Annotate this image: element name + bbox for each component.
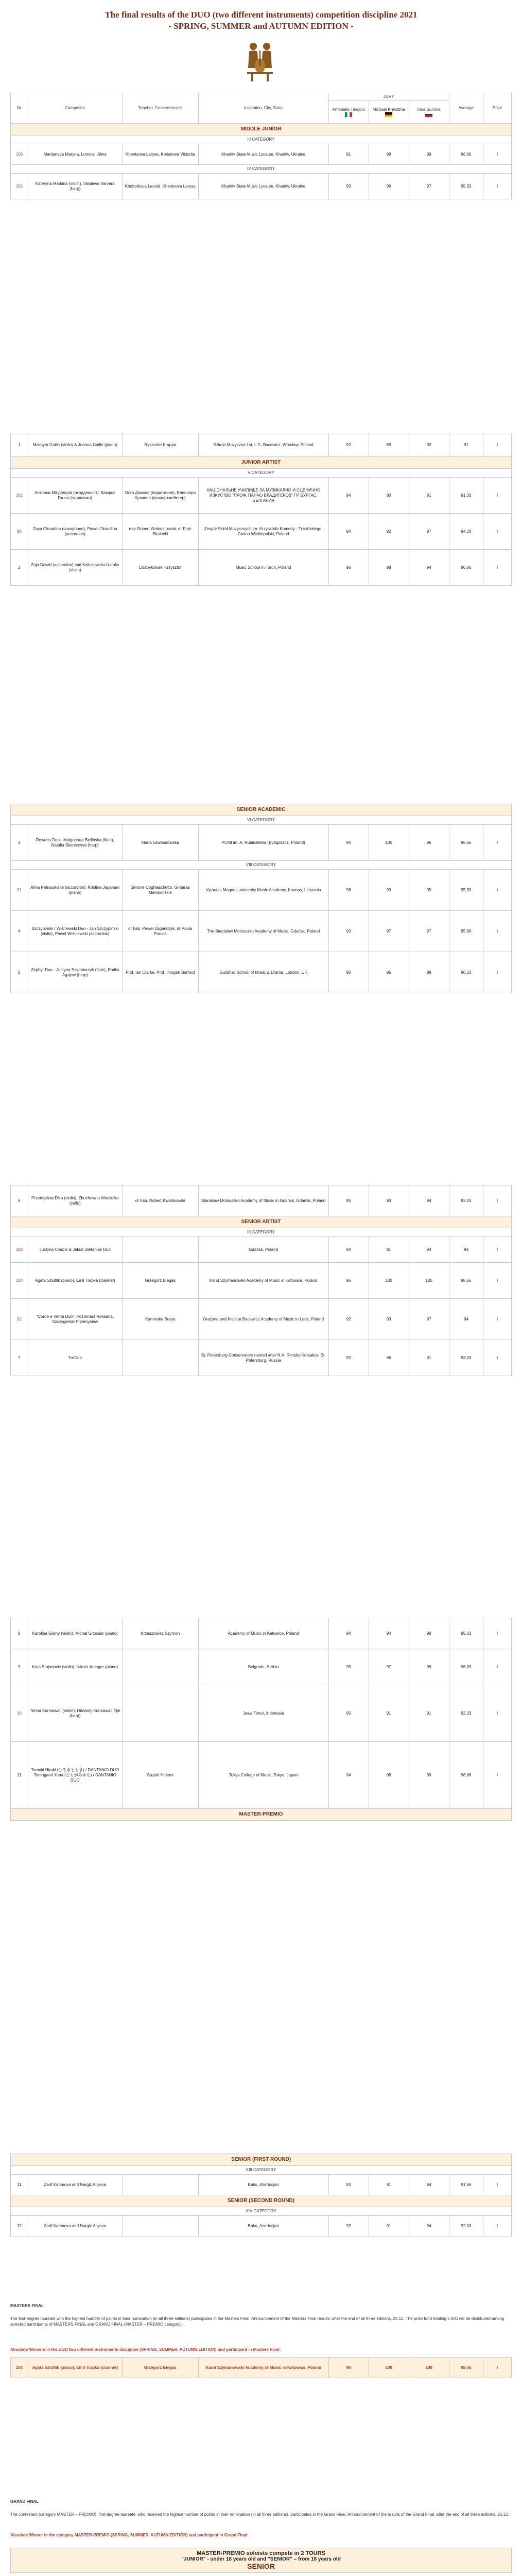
results-table-6 (10, 2154, 512, 2236)
germany-flag-icon (385, 112, 392, 117)
masters-final-table-wrap (10, 2357, 512, 2378)
header-nr: Nr (11, 93, 28, 124)
sub-category: VI CATEGORY (11, 816, 512, 825)
table-row: 2 Zaja Dawid (accordion) and Kaliszewska Natalia (violin) Lidzbykowski Krzysztof Music School in Toruń, Poland 95 98 94 96,06 I (11, 550, 512, 586)
grand-final-winner-line: Absolute Winner in the category MASTER-PREMIO (SPRING, SUMMER, AUTUMN EDITION) and participant in Grand Final: (10, 2533, 249, 2537)
table-row: 12 Zarif Karimova and Nargiz Aliyeva Baku, Azerbaijan 92 91 94 92,33 I (11, 2216, 512, 2236)
grand-final-box-sub: "JUNIOR" - under 18 years old and "SENIOR" – from 18 years old (181, 2556, 341, 2562)
results-block-2 (10, 433, 512, 586)
sub-category: V CATEGORY (11, 469, 512, 478)
category-master-premio: MASTER-PREMIO (11, 1809, 512, 1821)
table-row: 11 Zarif Karimova and Nargiz Aliyeva Baku, Azerbaijan 93 91 94 91,66 I (11, 2175, 512, 2195)
results-table-1 (10, 93, 512, 199)
header-average: Average (449, 93, 483, 124)
table-row: 9 Kata Stojanović (violin), Nikola Jeringer (piano) Belgrade, Serbia 95 97 99 96,33 I (11, 1649, 512, 1685)
results-table-4 (10, 1185, 512, 1376)
header-jury: JURY (328, 93, 449, 101)
results-block-3 (10, 804, 512, 993)
jury-2-header: Michael Kravitzha (369, 101, 409, 124)
masters-final-text: The first-degree laureate with the highest number of points in their nomination (in all three editions) participates in the Masters Final. Announcement of the Masters Final results: after the end of all three editions, 25.12. The prize fund totaling 5 000 will be distributed among selected participants of MASTERS FINAL and GRAND FINAL (MASTER – PREMIO category). (10, 2316, 504, 2327)
grand-final-box-category: SENIOR (247, 2562, 275, 2570)
table-row: 1 Maksym Gaille (violin) & Joanna Gaille (piano) Ryszarda Krappa Szkoła Muzyczna I st. i. G. Bacewicz, Wrocław, Poland 92 89 92 91 I (11, 433, 512, 457)
results-table-3 (10, 804, 512, 993)
sub-category: XIII CATEGORY (11, 2166, 512, 2175)
jury-1-header: Antonella Tinajoni (328, 101, 369, 124)
title-line-1: The final results of the DUO (two different instruments) competition discipline 2021 (105, 10, 417, 20)
russia-flag-icon (425, 112, 432, 117)
table-row: 4 Szczypinski / Wiśniewski Duo - Jan Szczypinski (violin), Paweł Wiśniewski (accordion) dr hab. Paweł Zagańczyk, dr Paula Prauss The Stanisław Moniuszko Academy of Music, Gdańsk, Poland 93 97 97 95,66 I (11, 911, 512, 952)
grand-final-heading: GRAND FINAL (10, 2499, 39, 2504)
jury-3-header: Inna Sumina (409, 101, 449, 124)
table-row: 104 Agata Szluflik (piano), Emil Trapka (clarinet) Grzegorz Biegas Karol Szymanowski Academy of Music in Katowice, Poland 96 100 100 98,66 I (11, 2358, 512, 2378)
table-row: 11 Tomoki Hiroki (ひろきともき) / DANTANIO DUO Tomogami Yuna (ともがみゆな) / DANTANIO DUO Suzuki Hidemi Tokyo College of Music, Tokyo, Japan 94 98 99 96,66 I (11, 1742, 512, 1809)
masters-final-winner-line: Absolute Winners in the DUO two different instruments discipline (SPRING, SUMMER, AUTUMN EDITION) and participant in Masters Final: (10, 2347, 281, 2352)
header-prize: Prize (483, 93, 512, 124)
table-row: 5 Zephyr Duo - Justyna Szymborzyk (flute), Emilia Agajew (harp) Prof. Ian Clarke, Prof. Imogen Barford Guildhall School of Music & Drama, London, UK 95 95 99 96,33 I (11, 952, 512, 993)
category-senior-second-round: SENIOR (SECOND ROUND) (11, 2195, 512, 2207)
results-table-2 (10, 433, 512, 586)
header-teacher: Teacher, Concertmaster (122, 93, 198, 124)
table-row: 98 Zaya Okoadina (saxophone), Paweł Okoadina (accordion) mgr Robert Wolnostowski, dr Piotr Skalecki Zespół Szkół Muzycznych im. Krzysztofa Komedy - Trzcińskiego, Gmina Wielkopolski, Poland 94 92 97 94,33 I (11, 514, 512, 550)
masters-final-table (10, 2357, 512, 2378)
table-row: 7 TreDuo St. Petersburg Conservatory named after N.A. Rimsky-Korsakov, St. Petersburg, Russia 92 96 91 93,33 I (11, 1340, 512, 1376)
page-title (0, 9, 522, 32)
table-row: 51 Alma Petrauskaite (accordion), Kristina Jagaman (piano) Simone Coghlaschetto, Gintaras Mamsonskis Vytautas Magnus university Music Academy, Kaunas, Lithuania 98 93 95 95,33 I (11, 870, 512, 911)
results-block-5 (10, 1618, 512, 1821)
sub-category: III CATEGORY (11, 135, 512, 144)
table-row: 101 Kateryna Markina (violin), Vasilieva Varvara (harp) Khobotkova Leonid, Khentsova Larysa Kharkiv State Music Lyceum, Kharkiv, Ukraine 93 96 97 95,33 I (11, 174, 512, 199)
table-row: 104 Agata Szluflik (piano), Emil Trapka (clarinet) Grzegorz Biegas Karol Szymanowski Academy of Music in Katowice, Poland 96 100 100 98,66 I (11, 1263, 512, 1299)
sub-category: VIII CATEGORY (11, 861, 512, 870)
sub-category: IX CATEGORY (11, 1228, 512, 1237)
header-competitor: Competitor (28, 93, 122, 124)
italy-flag-icon (345, 112, 352, 117)
sub-category: XIV CATEGORY (11, 2207, 512, 2216)
masters-final-heading: MASTERS FINAL (10, 2303, 44, 2308)
category-senior-first-round: SENIOR (FIRST ROUND) (11, 2154, 512, 2166)
table-row: 8 Karolina Górny (violin), Michał Grzesiar (piano) Krzeszowiec Szymon Academy of Music in Katowice, Poland 94 94 98 95,33 I (11, 1618, 512, 1649)
results-block-6 (10, 2154, 512, 2236)
category-senior-artist: SENIOR ARTIST (11, 1216, 512, 1228)
grand-final-text: The contestant (category MASTER – PREMIO), first-degree laureate, who received the highest number of points in their nomination (in all three editions), participates in the Grand Final. Announcement of the results of the Grand Final, after the end of all three editions, 25.12. (10, 2512, 509, 2517)
sub-category: IV CATEGORY (11, 165, 512, 174)
duo-musicians-logo-icon (242, 36, 278, 82)
results-block-1 (10, 93, 512, 199)
table-row: 6 Przemysław Dika (violin), Zbuchowna Waszelka (cello) dr hab. Robert Kwiatkowski Stanisław Moniuszko Academy of Music in Gdańsk, Gdańsk, Poland 95 93 94 93,33 I (11, 1185, 512, 1216)
title-line-2: - SPRING, SUMMER and AUTUMN EDITION - (168, 21, 354, 31)
table-row: 10 Timna Kurniawati (violin), Dimamy Kurniawati Tjie (harp) Jawa Timur, Indonesia 95 91 91 92,33 I (11, 1685, 512, 1742)
category-senior-academic: SENIOR ACADEMIC (11, 804, 512, 816)
category-middle-junior: MIDDLE JUNIOR (11, 124, 512, 135)
grand-final-box-header (10, 2548, 512, 2573)
table-row: 100 Martianova Maryna, Lomotsii Alina Khentsova Larysa, Koriakova Viktoriia Kharkiv State Music Lyceum, Kharkiv, Ukraine 91 98 99 96,66 I (11, 144, 512, 165)
table-row: 3 Rewerts Duo - Małgorzata Bielińska (flute), Natalia Skoniecova (harp) Maria Lewandowska PCMI im. A. Rubinsteina (Bydgoszcz, Poland) 94 100 96 96,66 I (11, 825, 512, 861)
header-institution: Institution, City, State (198, 93, 328, 124)
results-block-4 (10, 1185, 512, 1376)
category-junior-artist: JUNIOR ARTIST (11, 457, 512, 469)
table-row: 101 Антонов Мігуфёдов (акордеоніст), Каюров Ганна (скрипачка) Олга Дюкова (педагогиня), Елеонора Кузмина (концертмейстер) НАЦІОНАЛЬНЕ УЧИЛИЩЕ ЗА МУЗИКАЛНО И СЦЕНИЧНО ИЗКУСТВО "ПРОФ. ПАНЧО ВЛАДИГЕРОВ" ГР. БУРГАС, БЪЛГАРИЯ 94 90 91 91,33 I (11, 478, 512, 514)
results-table-5 (10, 1618, 512, 1821)
table-row: 100 Justyna Cierpik & Jakub Stefaniak Duo Gdańsk, Poland 94 91 94 93 I (11, 1237, 512, 1263)
grand-final-box-title: MASTER-PREMIO soloists compete in 2 TOURS (197, 2550, 325, 2556)
table-row: 92 "Corde e Venta Duo": Pozdrnarz Roksana, Szczygielski Przemysław Kaminska Beata Grażyna and Kiejstut Bacewicz Academy of Music in Lodz, Poland 92 93 97 94 I (11, 1299, 512, 1340)
